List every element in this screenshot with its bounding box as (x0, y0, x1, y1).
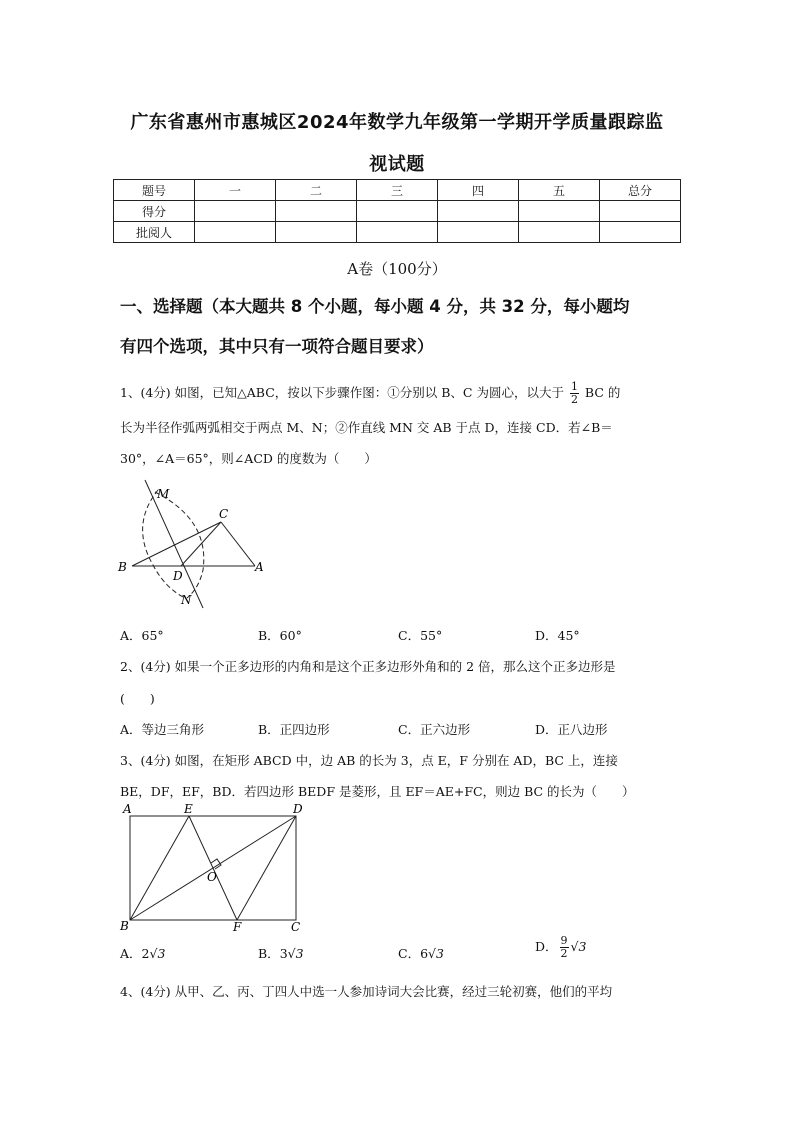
row-label: 得分 (114, 201, 195, 222)
sqrt-value: √3 (428, 946, 444, 961)
row-label: 批阅人 (114, 222, 195, 243)
fraction-numerator: 9 (560, 934, 568, 947)
label-c: C (291, 920, 301, 934)
option-letter: D． (535, 939, 558, 954)
question-1-figure (115, 480, 275, 610)
fraction-denominator: 2 (560, 947, 568, 960)
label-m: M (157, 487, 170, 501)
question-3-figure (115, 803, 315, 933)
label-a: A (123, 802, 132, 816)
table-row (114, 201, 681, 222)
table-header-cell: 题号 (114, 180, 195, 201)
q2-option-d[interactable]: D．正八边形 (535, 722, 608, 737)
table-header-cell: 一 (195, 180, 276, 201)
score-cell[interactable] (519, 201, 600, 222)
question-1-line-2: 长为半径作弧两弧相交于两点 M、N；②作直线 MN 交 AB 于点 D，连接 CD．若∠B＝ (120, 420, 613, 435)
label-b: B (118, 560, 127, 574)
option-coefficient: 6 (420, 946, 429, 961)
question-2-line-2: ( ) (120, 691, 155, 706)
fraction-one-half (570, 381, 579, 406)
sqrt-value: √3 (287, 946, 304, 961)
question-4-line-1: 4、(4分) 从甲、乙、丙、丁四人中选一人参加诗词大会比赛，经过三轮初赛，他们的平均 (120, 984, 613, 999)
section-heading-line-2: 有四个选项，其中只有一项符合题目要求） (120, 337, 434, 356)
table-header-cell: 五 (519, 180, 600, 201)
q1-option-c[interactable]: C．55° (398, 628, 443, 643)
label-d: D (173, 569, 183, 583)
label-b: B (120, 919, 129, 933)
q2-option-c[interactable]: C．正六边形 (398, 722, 471, 737)
question-3-line-2: BE，DF，EF，BD．若四边形 BEDF 是菱形，且 EF＝AE+FC，则边 BC 的长为（ ） (120, 784, 635, 799)
title-line-2: 视试题 (369, 154, 425, 175)
volume-heading: A卷（100分） (347, 260, 447, 278)
table-header-cell: 四 (438, 180, 519, 201)
q1-option-b[interactable]: B．60° (258, 628, 302, 643)
q3-option-a[interactable] (120, 944, 165, 962)
q1-option-d[interactable]: D．45° (535, 628, 580, 643)
option-coefficient: 3 (279, 946, 288, 961)
q3-option-d[interactable] (535, 935, 586, 960)
q2-option-a[interactable]: A．等边三角形 (120, 722, 205, 737)
score-cell[interactable] (600, 201, 681, 222)
table-row (114, 222, 681, 243)
fraction-denominator: 2 (570, 393, 578, 406)
score-cell[interactable] (438, 222, 519, 243)
segment-df (237, 816, 296, 920)
question-1-line-3: 30°，∠A＝65°，则∠ACD 的度数为（ ） (120, 451, 377, 466)
label-e: E (184, 802, 193, 816)
question-3-line-1: 3、(4分) 如图，在矩形 ABCD 中，边 AB 的长为 3，点 E，F 分别在 AD，BC 上，连接 (120, 753, 618, 768)
score-cell[interactable] (519, 222, 600, 243)
option-coefficient: 2 (141, 946, 150, 961)
score-cell[interactable] (195, 222, 276, 243)
q2-option-b[interactable]: B．正四边形 (258, 722, 330, 737)
score-table (113, 179, 681, 243)
label-f: F (233, 920, 242, 934)
segment-cd (181, 522, 221, 566)
fraction-numerator: 1 (570, 380, 578, 393)
q3-option-c[interactable] (398, 944, 444, 962)
score-cell[interactable] (276, 201, 357, 222)
q1-option-a[interactable]: A．65° (120, 628, 164, 643)
question-2-line-1: 2、(4分) 如果一个正多边形的内角和是这个正多边形外角和的 2 倍，那么这个正多边形是 (120, 659, 616, 674)
table-header-cell: 总分 (600, 180, 681, 201)
score-cell[interactable] (357, 201, 438, 222)
q3-option-b[interactable] (258, 944, 304, 962)
question-1-text-b: BC 的 (584, 385, 621, 400)
question-1-text-a: 1、(4分) 如图，已知△ABC，按以下步骤作图：①分别以 B、C 为圆心，以大于 (120, 385, 564, 400)
option-letter: B． (258, 946, 280, 961)
label-c: C (219, 507, 229, 521)
segment-bc (132, 522, 221, 566)
option-letter: C． (398, 946, 421, 961)
table-row (114, 180, 681, 201)
score-cell[interactable] (438, 201, 519, 222)
segment-be (130, 816, 189, 920)
option-letter: A． (120, 946, 142, 961)
score-cell[interactable] (195, 201, 276, 222)
table-header-cell: 三 (357, 180, 438, 201)
section-heading-line-1: 一、选择题（本大题共 8 个小题，每小题 4 分，共 32 分，每小题均 (120, 297, 630, 316)
fraction-nine-halves (560, 935, 569, 960)
segment-ef (189, 816, 237, 920)
score-cell[interactable] (600, 222, 681, 243)
label-d: D (293, 802, 303, 816)
label-o: O (207, 870, 217, 884)
line-mn (145, 480, 203, 608)
table-header-cell: 二 (276, 180, 357, 201)
question-1-line-1 (120, 381, 620, 406)
score-cell[interactable] (276, 222, 357, 243)
title-line-1: 广东省惠州市惠城区2024年数学九年级第一学期开学质量跟踪监 (130, 112, 664, 133)
sqrt-value: √3 (149, 946, 166, 961)
label-a: A (255, 560, 264, 574)
score-cell[interactable] (357, 222, 438, 243)
sqrt-value: √3 (570, 939, 587, 954)
segment-ca (221, 522, 255, 566)
label-n: N (181, 593, 192, 607)
